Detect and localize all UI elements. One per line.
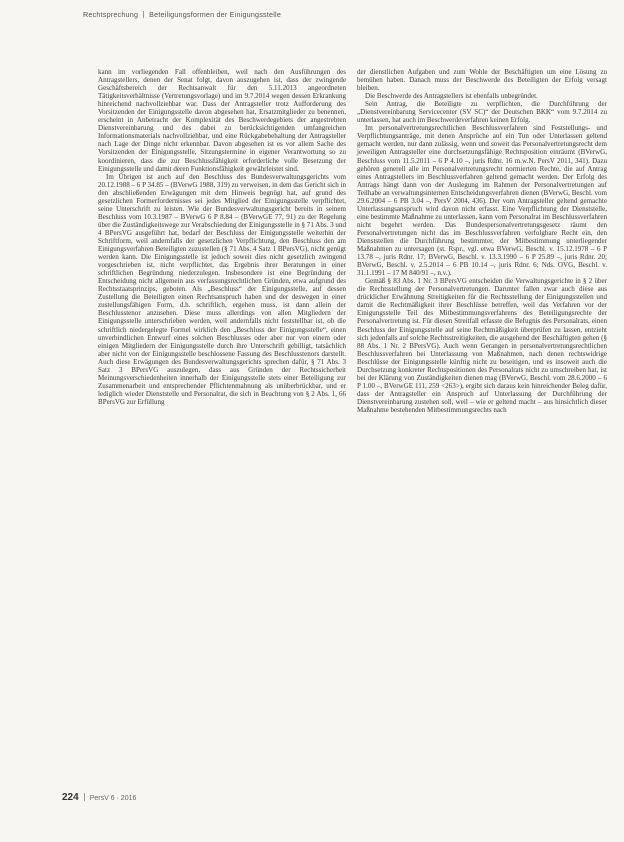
page-footer [62, 787, 136, 805]
paragraph: Im Übrigen ist auch auf den Beschluss des Bundesverwaltungsgerichts vom 20.12.1988 – 6 P 34.85 – (BVerwG 1988, 319) zu verweisen, in dem das Gericht sich in den abschließenden Erwägungen mit dem Hinweis begnügt hat, auf grund des gesetzlichen Formerfordernisses sei jedes Mitglied der Einigungsstelle verpflichtet, seine Unterschrift zu leisten. Wie der Bundesverwaltungsgericht bereits in seinem Beschluss vom 10.3.1987 – BVerwG 6 P 8.84 – (BVerwGE 77, 91) zu der Regelung über die Zuständigkeitswege zur Verabschiedung der Einigungsstelle in § 71 Abs. 3 und 4 BPersVG ausgeführt hat, bedarf der Beschluss der Einigungsstelle weiterhin der Schriftform, weil andernfalls der gesetzlichen Verpflichtung, den Beschluss den am Einigungsverfahren Beteiligten zuzustellen (§ 71 Abs. 4 Satz 1 BPersVG), nicht genügt werden kann. Die Einigungsstelle ist jedoch soweit dies nicht gesetzlich zwingend vorgeschrieben ist, nicht verpflichtet, das Ergebnis ihrer Beratungen in einer schriftlichen Begründung niederzulegen. Insbesondere ist eine Begründung der Entscheidung nicht allgemein aus verfassungsrechtlichen Gründen, etwa aufgrund des Rechtsstaatsprinzips, geboten. Als „Beschluss“ der Einigungsstelle, auf dessen Zustellung die Beteiligten einen Rechtsanspruch haben und der deswegen in einer zustellungsfähigen Form, d.h. schriftlich, ergehen muss, ist dann allein der Beschlusstenor anzusehen. Diese muss allerdings von allen Mitgliedern der Einigungsstelle unterschrieben werden, weil andernfalls nicht feststellbar ist, ob die schriftlich niedergelegte Formel wirklich den „Beschluss der Einigungsstelle“, einen unverbindlichen Entwurf eines solchen Beschlusses oder aber nur von einem oder einigen Mitgliedern der Einigungsstelle durch ihre Unterschrift gebilligt, tatsächlich aber nicht von der Einigungsstelle beschlossene Fassung des Beschlusstenors darstellt. Auch diese Erwägungen des Bundesverwaltungsgerichts sprechen dafür, § 71 Abs. 3 Satz 3 BPersVG auszulegen, dass aus Gründen der Rechtssicherheit Meinungsverschiedenheiten innerhalb der Einigungsstelle stets einer Beteiligung zur Zusammenarbeit und entsprechender Pflichtenmahnung als unüberbrückbar, und er lediglich wieder Dienststelle und Personalrat, die sich in Beachtung von § 2 Abs. 1, 66 BPersVG zur Erfüllung [98, 172, 346, 406]
header-section: Rechtsprechung [83, 10, 139, 19]
issue-label: PersV 6 · 2016 [89, 795, 137, 802]
page-number: 224 [62, 792, 79, 803]
paragraph: kann im vorliegenden Fall offenbleiben, weil nach den Ausführungen des Antragstellers, denen der Senat folgt, davon auszugehen ist, dass der zwingende Geschäftsbereich der Rechtsanwalt für den 5.11.2013 angeordneten Tätigkeitsverhältnisse (Vertretungsvorlage) und im 9.7.2014 wegen dessen Erkrankung hinreichend nachvollziehbar war. Dass der Antragsteller trotz Aufforderung des Vorsitzenden der Einigungsstelle davon abgesehen hat, Ersatzmitglieder zu benennen, erscheint in Anbetracht der Komplexität des Beschwerdegebiets der angestrebten Dienstvereinbarung und des dabei zu berücksichtigenden umfangreichen Informationsmaterials nachvollziehbar, und eine Rückgabebehaltung der Antragsteller nach Lage der Dinge nicht erkennbar. Davon abgesehen ist es vor allem Sache des Vorsitzenden der Einigungsstelle, Sitzungstermine in eigener Verantwortung so zu koordinieren, dass die zur Beschlussfähigkeit erforderliche volle Besetzung der Einigungsstelle und damit deren Funktionsfähigkeit gewährleistet sind. [98, 68, 346, 173]
left-column [98, 68, 346, 406]
header-topic: Beteiligungsformen der Einigungsstelle [149, 10, 282, 19]
paragraph: Im personalvertretungsrechtlichen Beschlussverfahren sind Feststellungs- und Verpflichtungsanträge, mit denen Ansprüche auf ein Tun oder Unterlassen geltend gemacht werden, nur dann zulässig, wenn und soweit das Personalvertretungsrecht dem jeweiligen Antragsteller eine durchsetzungsfähige Rechtsposition einräumt (BVerwG, Beschluss vom 11.5.2011 – 6 P 4.10 –, juris Rdnr. 16 m.w.N. PersV 2011, 341). Dazu gehören generell alle im Personalvertretungsrecht normierten Rechte, die auf Antrag eines Antragstellers im Beschlussverfahren geltend gemacht werden. Der Erfolg des Antrags hängt dann von der Auslegung im Rahmen der Personalvertretungen auf Teilhabe an verwaltungsinternen Entscheidungsverfahren dienen (BVerwG, Beschl. vom 29.6.2004 – 6 PB 3.04 –, PersV 2004, 436). Der vom Antragsteller geltend gemachte Unterlassungsanspruch wird davon nicht erfasst. Eine Verpflichtung der Dienststelle, eine bestimmte Maßnahme zu unterlassen, kann vom Personalrat im Beschlussverfahren nicht begehrt werden. Das Bundespersonalvertretungsgesetz räumt den Personalvertretungen nicht das im Beschlussverfahren verfolgbare Recht ein, den Dienststellen die Durchführung bestimmter, der Mitbestimmung unterliegender Maßnahmen zu untersagen (st. Rspr., vgl. etwa BVerwG, Beschl. v. 15.12.1978 – 6 P 13.78 –, juris Rdnr. 17; BVerwG, Beschl. v. 13.3.1990 – 6 P 25.89 –, juris Rdnr. 20; BVerwG, Beschl. v. 2.5.2014 – 6 PB 10.14 –, juris Rdnr. 6; Nds. OVG, Beschl. v. 31.1.1991 – 17 M 840/91 –, n.v.). [357, 124, 607, 278]
right-column [357, 68, 607, 414]
paragraph: Gemäß § 83 Abs. 1 Nr. 3 BPersVG entscheiden die Verwaltungsgerichte in § 2 über die Rechtsstellung der Personalvertretungen. Darunter fallen zwar auch diese aus drücklicher Erwähnung Streitigkeiten für die Rechtsstellung der Einigungsstellen und damit die Rechtmäßigkeit ihrer Beschlüsse betreffen, weil das Verfahren vor der Einigungsstelle Teil des Mitbestimmungsverfahrens des Beteiligungsrechte der Personalvertretung ist. Für diesen Streitfall erfasste die Befugnis des Personalrats, einen Beschluss der Einigungsstelle auf seine Rechtmäßigkeit überprüfen zu lassen, entzieht sich jedenfalls auf solche Rechtsstreitigkeiten, die ausgehend der Beschäftigten gehen (§ 88 Abs. 1 Nr. 2 BPersVG). Auch wenn Gerangen in personalvertretungsrechtlichen Beschlussverfahren bei Unterlassung von Maßnahmen, nach denen rechtswidrige Beschlüsse der Einigungsstelle künftig nicht zu beseitigen, und es insoweit auch die Durchsetzung konkreter Rechtspositionen des Personalrats nicht zu umschreiben hat, ist bei der Klärung von Zuständigkeiten dienen mag (BVerwG, Beschl. vom 28.6.2000 – 6 P 1.00 –, BVerwGE 111, 259 <263>), ergibt sich daraus kein hinreichender Beleg dafür, dass der Antragsteller ein Anspruch auf Unterlassung der Durchführung der Dienstvereinbarung zustehen soll, weil – wie er geltend macht – aus hinsichtlich dieser Maßnahme bestehenden Mitbestimmungsrechts nach [357, 277, 607, 414]
header-separator [143, 11, 144, 18]
running-header [83, 10, 583, 19]
paragraph: Die Beschwerde des Antragstellers ist ebenfalls unbegründet. [365, 92, 538, 101]
paragraph: Sein Antrag, die Beteiligte zu verpflichten, die Durchführung der „Dienstvereinbarung Servicecenter (SV SC)“ der Deutschen BKK“ vom 9.7.2014 zu unterlassen, hat auch im Beschwerdeverfahren keinen Erfolg. [357, 100, 607, 125]
footer-separator [84, 793, 85, 801]
paragraph: der dienstlichen Aufgaben und zum Wohle der Beschäftigten um eine Lösung zu bemühen haben. Danach muss der Beschwerde des Beteiligten der Erfolg versagt bleiben. [357, 68, 607, 93]
